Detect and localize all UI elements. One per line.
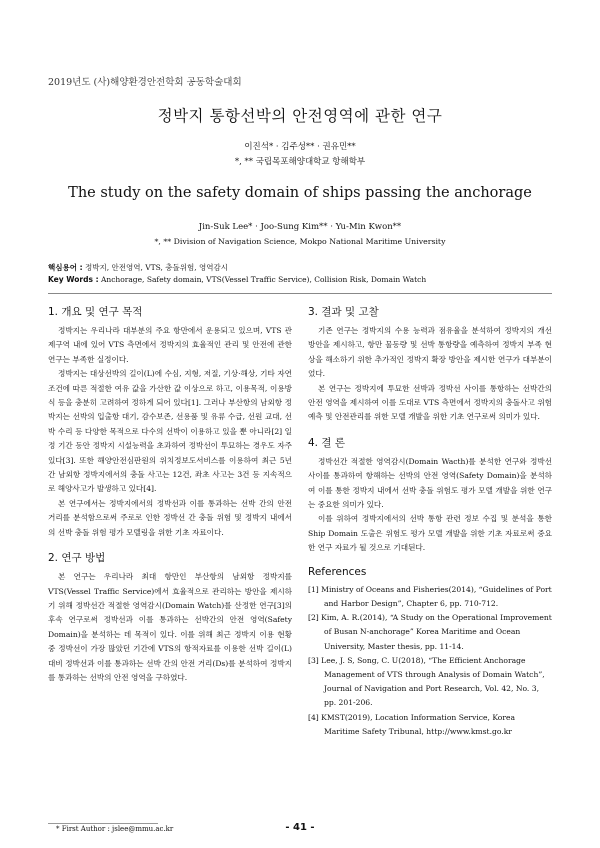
section-3-heading: 3. 결과 및 고찰 <box>308 306 379 318</box>
authors-korean: 이진석* · 김주성** · 권유민** <box>244 142 356 152</box>
references-heading: References <box>308 565 367 578</box>
reference-item: [4] KMST(2019), Location Information Service, Korea Maritime Safety Tribunal, http://www.kmst.go.kr <box>308 712 516 736</box>
page-number: - 41 - <box>285 822 315 833</box>
keywords-english-text: Anchorage, Safety domain, VTS(Vessel Traffic Service), Collision Risk, Domain Watch <box>98 275 427 284</box>
section-1-paragraph-2: 정박지는 대상선박의 길이(L)에 수심, 지형, 저질, 기상·해상, 기타 자연조건에 따른 적절한 여유 값을 가산한 값 이상으로 하고, 이용목적, 이용방식 등을 충분히 고려하여 정하게 되어 있다[1]. 그러나 부산항의 남외항 정박지는 선박의 입출항 대기, 감수보존, 선용품 및 유류 수급, 선원 교대, 선박 수리 등 다양한 목적으로 다수의 선박이 이용하고 있을 뿐 아니라[2] 일정 기간 동안 정박지 시설능력을 초과하여 정박선이 투묘하는 경우도 자주 있다[3]. 또한 해양안전심판원의 위치정보도서비스를 이용하여 최근 5년간 남외항 정박지에서의 충돌 사고는 12건, 좌초 사고는 3건 등 지속적으로 해양사고가 발생하고 있다[4]. <box>48 369 292 494</box>
keywords-korean-label: 핵심용어 : <box>48 263 83 272</box>
section-3-paragraph-2: 본 연구는 정박지에 투묘한 선박과 정박선 사이를 통항하는 선박간의 안전 영역을 제시하여 이를 도대로 VTS 측면에서 정박지의 충돌사고 위험 예측 및 안전관리를 위한 모델 개발을 위한 기초 연구로써 의미가 있다. <box>308 383 552 422</box>
section-4-heading: 4. 결 론 <box>308 436 345 449</box>
reference-item: [2] Kim, A. R.(2014), “A Study on the Operational Improvement of Busan N-anchorage” Korea Maritime and Ocean University, Master thesis, pp. 11-14. <box>308 613 552 651</box>
title-korean: 정박지 통항선박의 안전영역에 관한 연구 <box>157 107 443 125</box>
section-1-heading: 1. 개요 및 연구 목적 <box>48 306 143 318</box>
reference-item: [1] Ministry of Oceans and Fisheries(2014), “Guidelines of Port and Harbor Design”, Chapter 6, pp. 710-712. <box>308 584 552 608</box>
section-3-paragraph-1: 기존 연구는 정박지의 수용 능력과 점유율을 분석하여 정박지의 개선 방안을 제시하고, 항만 물동량 및 선박 통항량을 예측하여 정박지 부족 현상을 해소하기 위한 추가적인 정박지 확장 방안을 제시한 연구가 대부분이었다. <box>308 326 552 379</box>
section-4-paragraph-1: 정박선간 적절한 영역감시(Domain Wacth)를 분석한 연구와 정박선 사이를 통과하여 항해하는 선박의 안전 영역(Safety Domain)을 분석하여 이를 통한 정박지 내에서 선박 충돌 위험도 평가 모델 개발을 위한 연구는 중요한 의미가 있다. <box>308 456 552 510</box>
authors-english: Jin-Suk Lee* · Joo-Sung Kim** · Yu-Min Kwon** <box>198 222 402 232</box>
affiliation-english: *, ** Division of Navigation Science, Mokpo National Maritime University <box>154 237 446 246</box>
footnote: * First Author : jslee@mmu.ac.kr <box>56 825 174 833</box>
section-4-paragraph-2: 이를 위하여 정박지에서의 선박 통항 관련 정보 수집 및 분석을 통한 Ship Domain 도출은 위험도 평가 모델 개발을 위한 기초 자료로써 중요한 연구 자료가 될 것으로 기대된다. <box>308 514 552 553</box>
keywords-english <box>48 275 426 284</box>
keywords-korean <box>48 262 228 273</box>
keywords-korean-text: 정박지, 안전영역, VTS, 충돌위험, 영역감시 <box>82 263 229 272</box>
affiliation-korean: *, ** 국립목포해양대학교 항해학부 <box>234 157 366 167</box>
section-1-paragraph-3: 본 연구에서는 정박지에서의 정박선과 이를 통과하는 선박 간의 안전 거리를 분석함으로써 주로로 인한 정박선 간 충돌 위험 및 정박지 내에서의 선박 충돌 위험 평가 모델링을 위한 기초 자료이다. <box>48 498 292 537</box>
title-english: The study on the safety domain of ships passing the anchorage <box>68 185 532 201</box>
section-1-paragraph-1: 정박지는 우리나라 대부분의 주요 항만에서 운용되고 있으며, VTS 관제구역 내에 있어 VTS 측면에서 정박지의 효율적인 관리 및 안전에 관한 연구는 부족한 실정이다. <box>48 326 292 364</box>
conference-header: 2019년도 (사)해양환경안전학회 공동학술대회 <box>48 77 242 88</box>
header-divider <box>48 293 552 294</box>
keywords-english-label: Key Words : <box>48 275 99 284</box>
reference-item: [3] Lee, J. S, Song, C. U(2018), “The Efficient Anchorage Management of VTS through Analysis of Domain Watch”, Journal of Navigation and Port Research, Vol. 42, No. 3, pp. 201-206. <box>308 655 545 708</box>
reference-list <box>308 583 552 739</box>
left-column <box>48 304 292 685</box>
right-column <box>308 304 552 739</box>
section-2-paragraph-1: 본 연구는 우리나라 최대 항만인 부산항의 남외항 정박지를 VTS(Vessel Traffic Service)에서 효율적으로 관리하는 방안을 제시하기 위해 정박선간 적절한 영역감시(Domain Watch)를 산정한 연구[3]의 후속 연구로써 정박선과 이를 통과하는 선박간의 안전 영역(Safety Domain)을 분석하는 데 목적이 있다. 이를 위해 최근 정박지 이용 현황 중 정박선이 가장 많았던 기간에 VTS의 항적자료를 이용한 선박 길이(L) 대비 정박선과 이를 통과하는 선박 간의 안전 거리(Ds)를 분석하여 정박지를 통과하는 선박의 안전 영역을 구하였다. <box>48 572 292 682</box>
section-2-heading: 2. 연구 방법 <box>48 552 106 565</box>
